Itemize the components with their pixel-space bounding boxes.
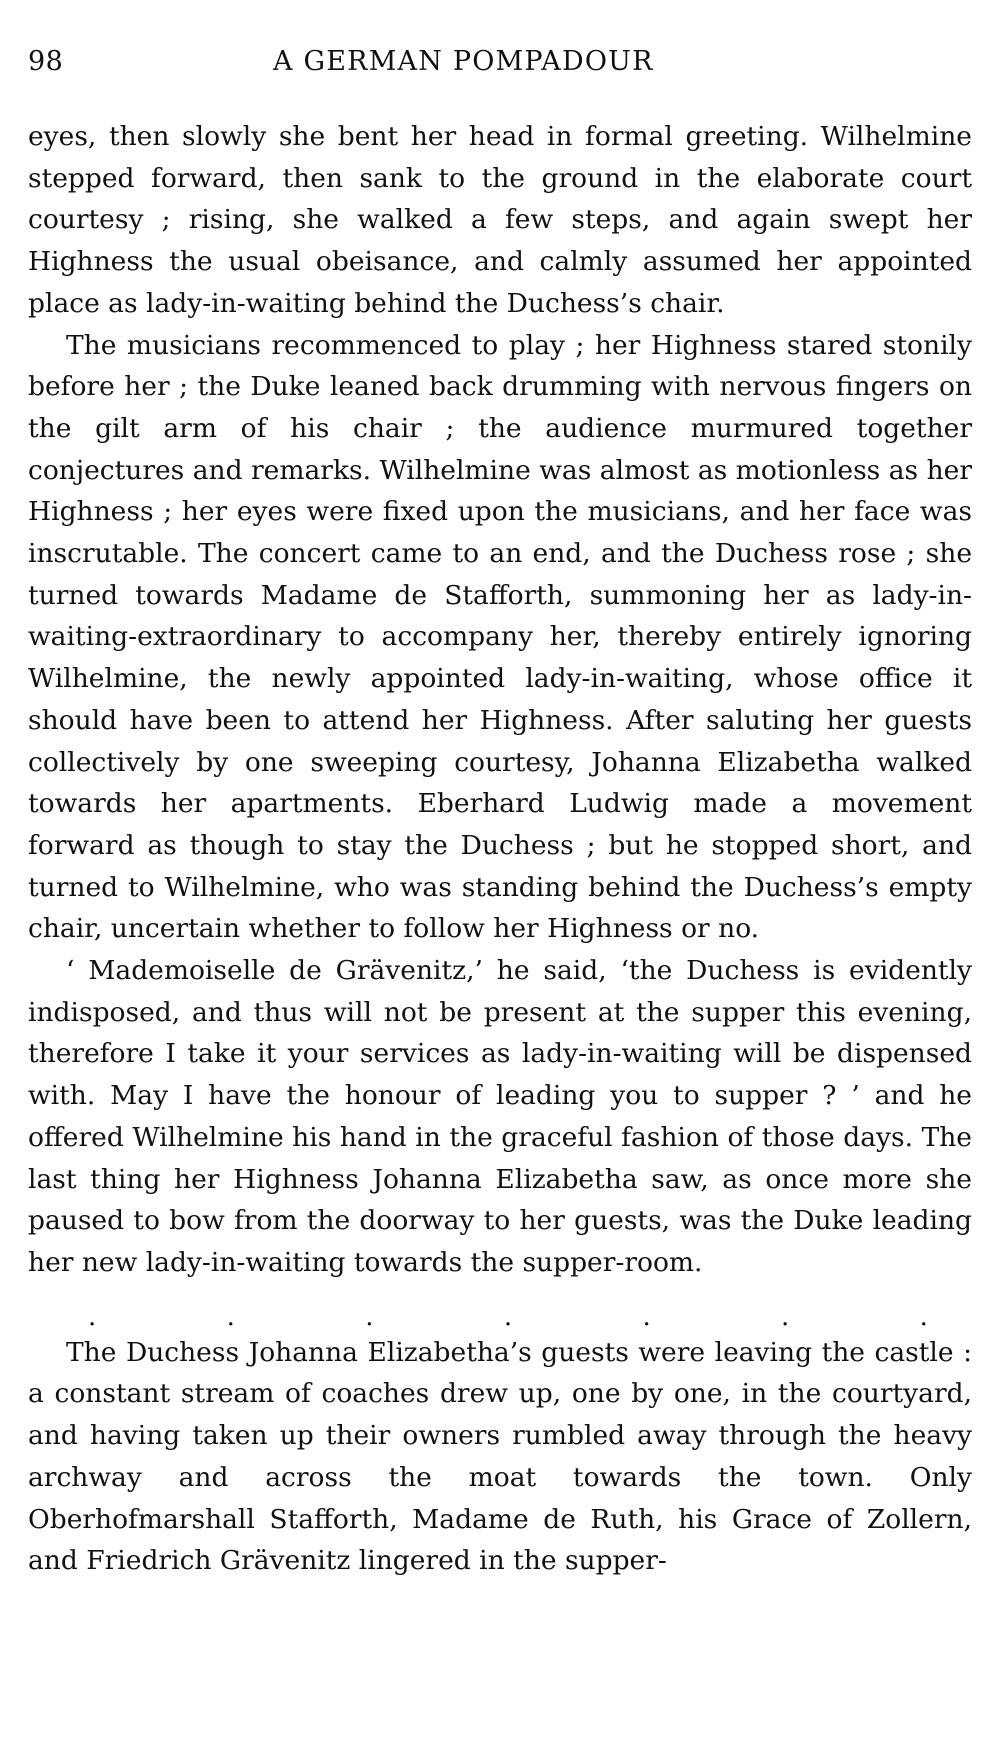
book-page — [28, 46, 972, 1582]
paragraph-continuation: eyes, then slowly she bent her head in formal greeting. Wilhelmine stepped forward, then sank to the ground in the elaborate court courtesy ; rising, she walked a few steps, and again swept her Highness the usual obeisance, and calmly assumed her appointed place as lady-in-waiting behind the Duchess’s chair. — [28, 121, 972, 319]
section-break-dot: . — [226, 1301, 235, 1332]
section-break-dot: . — [88, 1301, 97, 1332]
section-break-dot: . — [642, 1301, 651, 1332]
page-header — [28, 46, 972, 86]
paragraph-duke-speech: ‘ Mademoiselle de Grävenitz,’ he said, ‘the Duchess is evidently indisposed, and thus will not be present at the supper this evening, therefore I take it your services as lady-in-waiting will be dispensed with. May I have the honour of leading you to supper ? ’ and he offered Wilhelmine his hand in the graceful fashion of those days. The last thing her Highness Johanna Elizabetha saw, as once more she paused to bow from the doorway to her guests, was the Duke leading her new lady-in-waiting towards the supper-room. — [28, 955, 972, 1278]
section-break-dot: . — [919, 1301, 928, 1332]
page-number: 98 — [28, 46, 64, 77]
section-break — [88, 1302, 928, 1332]
section-break-dot: . — [365, 1301, 374, 1332]
paragraph-concert: The musicians recommenced to play ; her Highness stared stonily before her ; the Duke leaned back drumming with nervous fingers on the gilt arm of his chair ; the audience murmured together conjectures and remarks. Wilhelmine was almost as motionless as her Highness ; her eyes were fixed upon the musicians, and her face was inscrutable. The concert came to an end, and the Duchess rose ; she turned towards Madame de Stafforth, summoning her as lady-in-waiting-extraordinary to accompany her, thereby entirely ignoring Wilhelmine, the newly appointed lady-in-waiting, whose office it should have been to attend her Highness. After saluting her guests collectively by one sweeping courtesy, Johanna Elizabetha walked towards her apartments. Eberhard Ludwig made a movement forward as though to stay the Duchess ; but he stopped short, and turned to Wilhelmine, who was standing behind the Duchess’s empty chair, uncertain whether to follow her Highness or no. — [28, 329, 972, 945]
running-title: A GERMAN POMPADOUR — [273, 46, 654, 77]
section-break-dot: . — [781, 1301, 790, 1332]
paragraph-guests-leaving: The Duchess Johanna Elizabetha’s guests were leaving the castle : a constant stream of coaches drew up, one by one, in the courtyard, and having taken up their owners rumbled away through the heavy archway and across the moat towards the town. Only Oberhofmarshall Stafforth, Madame de Ruth, his Grace of Zollern, and Friedrich Grävenitz lingered in the supper- — [28, 1336, 972, 1577]
section-break-dot: . — [503, 1301, 513, 1332]
body-text — [28, 116, 972, 1582]
